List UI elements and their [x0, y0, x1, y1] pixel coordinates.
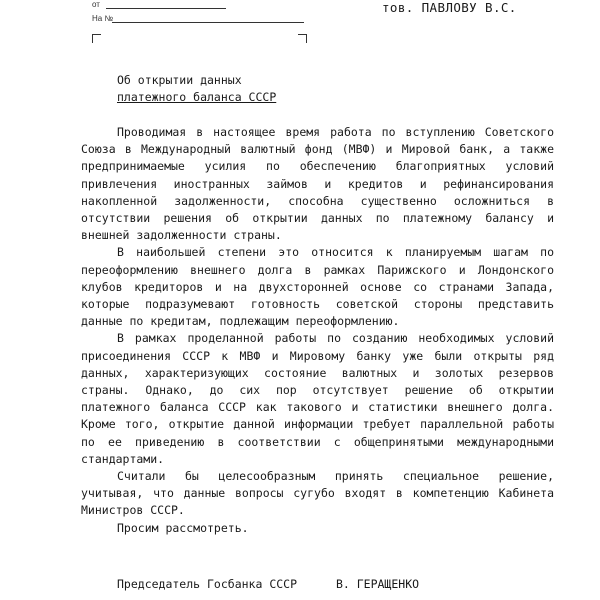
- reference-number-underline: [112, 22, 304, 23]
- from-label: от: [92, 0, 100, 9]
- from-underline: [106, 8, 226, 9]
- address-block-corner-right: [298, 34, 307, 43]
- paragraph-2: В наибольшей степени это относится к планируемым шагам по переоформлению внешнего долга в рамках Парижского и Лондонского клубов кредиторов и на двухсторонней основе со странами Запада, которые подразумевают готовность советской стороны представить данные по кредитам, подлежащим переоформлению.: [81, 245, 554, 329]
- letter-body: [81, 124, 554, 537]
- paragraph-5: Просим рассмотреть.: [117, 520, 249, 535]
- addressee: тов. ПАВЛОВУ В.С.: [382, 0, 517, 15]
- subject-heading: [117, 72, 276, 106]
- subject-line-1: Об открытии данных: [117, 73, 242, 87]
- subject-line-2: платежного баланса СССР: [117, 90, 277, 104]
- reference-number-label: На №: [92, 14, 114, 23]
- paragraph-3: В рамках проделанной работы по созданию необходимых условий присоединения СССР к МВФ и Мировому банку уже были открыты ряд данных, характеризующих состояние валютных и золотых резервов страны. Однако, до сих пор отсутствует решение об открытии платежного баланса СССР как такового и статистики внешнего долга. Кроме того, открытие данной информации требует параллельной работы по ее приведению в соответствии с общепринятыми международными стандартами.: [81, 331, 554, 466]
- from-field: [92, 0, 100, 9]
- signatory-name: В. ГЕРАЩЕНКО: [335, 577, 420, 591]
- reference-number-field: [92, 14, 113, 23]
- address-block-corner-left: [92, 34, 101, 43]
- signatory-title: Председатель Госбанка СССР: [117, 577, 298, 591]
- paragraph-1: Проводимая в настоящее время работа по вступлению Советского Союза в Международный валютный фонд (МВФ) и Мировой банк, а также предпринимаемые усилия по обеспечению благоприятных условий привлечения иностранных займов и кредитов и рефинансирования накопленной задолженности, способна существенно осложниться в отсутствии решения об открытии данных по платежному балансу и внешней задолженности страны.: [81, 125, 554, 243]
- signature-block: [117, 577, 419, 591]
- paragraph-4: Считали бы целесообразным принять специальное решение, учитывая, что данные вопросы сугубо входят в компетенцию Кабинета Министров СССР.: [81, 469, 554, 518]
